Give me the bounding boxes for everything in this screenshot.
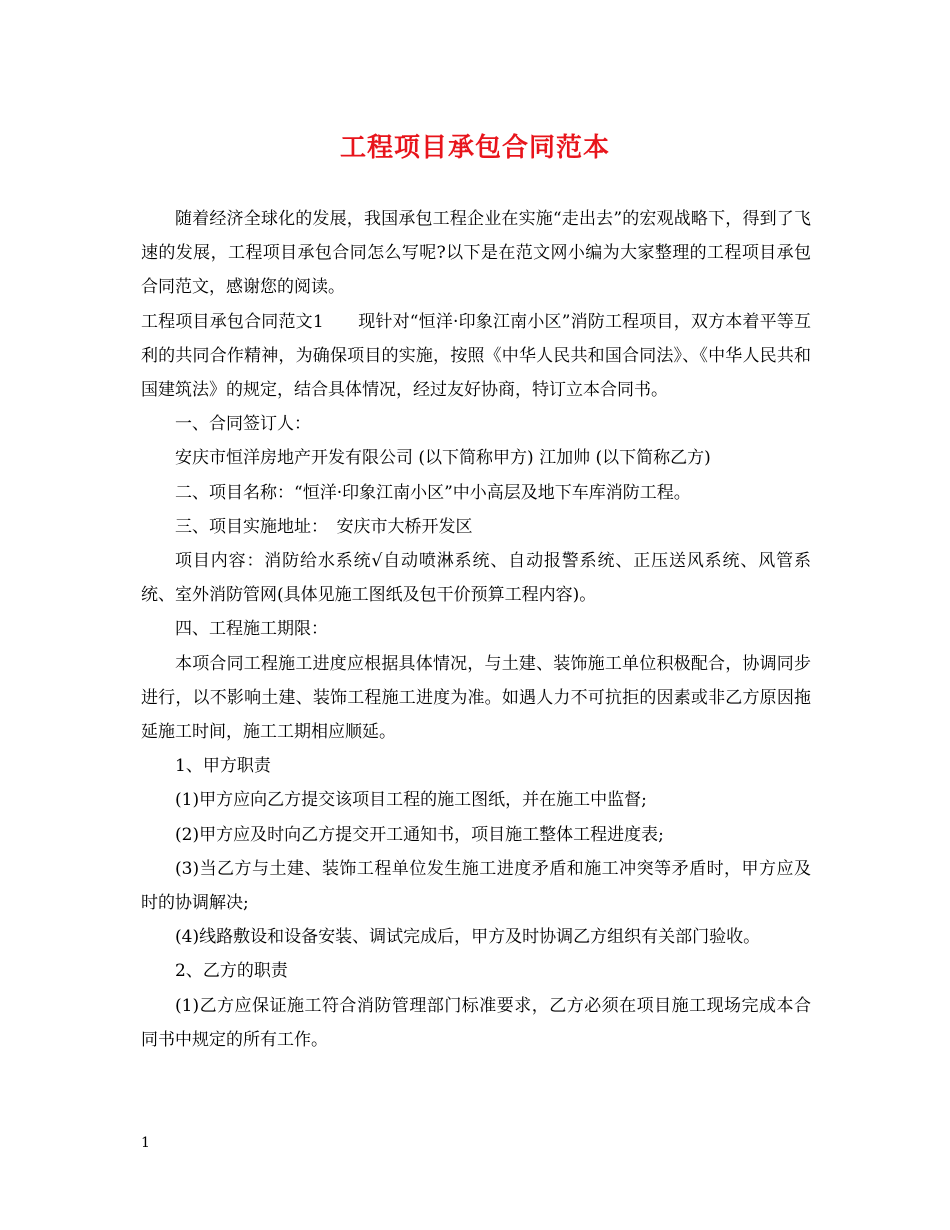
paragraph: 四、工程施工期限： xyxy=(175,619,328,640)
paragraph: 三、项目实施地址： 安庆市大桥开发区 xyxy=(175,516,473,537)
paragraph: 工程项目承包合同范文1 现针对“恒洋·印象江南小区”消防工程项目，双方本着平等互利的共同合作精神，为确保项目的实施，按照《中华人民共和国合同法》、《中华人民共和国建筑法》的规定，结合具体情况，经过友好协商，特订立本合同书。 xyxy=(141,311,811,401)
paragraph: (3)当乙方与土建、装饰工程单位发生施工进度矛盾和施工冲突等矛盾时，甲方应及时的协调解决; xyxy=(141,858,811,914)
paragraph: 1、甲方职责 xyxy=(175,756,271,777)
paragraph: (1)甲方应向乙方提交该项目工程的施工图纸，并在施工中监督; xyxy=(175,790,647,811)
paragraph: 安庆市恒洋房地产开发有限公司 (以下简称甲方) 江加帅 (以下简称乙方) xyxy=(175,448,711,469)
paragraph: 项目内容：消防给水系统√自动喷淋系统、自动报警系统、正压送风系统、风管系统、室外消防管网(具体见施工图纸及包干价预算工程内容)。 xyxy=(141,551,811,606)
paragraph: 2、乙方的职责 xyxy=(175,961,288,982)
paragraph: (4)线路敷设和设备安装、调试完成后，甲方及时协调乙方组织有关部门验收。 xyxy=(175,927,761,948)
paragraph: 一、合同签订人： xyxy=(175,414,311,435)
paragraph: 本项合同工程施工进度应根据具体情况，与土建、装饰施工单位积极配合，协调同步进行，以不影响土建、装饰工程施工进度为准。如遇人力不可抗拒的因素或非乙方原因拖延施工时间，施工工期相应顺延。 xyxy=(141,653,811,743)
document-title: 工程项目承包合同范本 xyxy=(339,133,610,163)
paragraph: (2)甲方应及时向乙方提交开工通知书，项目施工整体工程进度表; xyxy=(175,824,664,845)
paragraph: (1)乙方应保证施工符合消防管理部门标准要求，乙方必须在项目施工现场完成本合同书中规定的所有工作。 xyxy=(141,995,811,1050)
paragraph: 二、项目名称：“恒洋·印象江南小区”中小高层及地下车库消防工程。 xyxy=(175,482,691,503)
document-body xyxy=(141,202,811,1057)
page-number: 1 xyxy=(141,1135,150,1151)
paragraph: 随着经济全球化的发展，我国承包工程企业在实施“走出去”的宏观战略下，得到了飞速的发展，工程项目承包合同怎么写呢?以下是在范文网小编为大家整理的工程项目承包合同范文，感谢您的阅读。 xyxy=(141,209,811,298)
